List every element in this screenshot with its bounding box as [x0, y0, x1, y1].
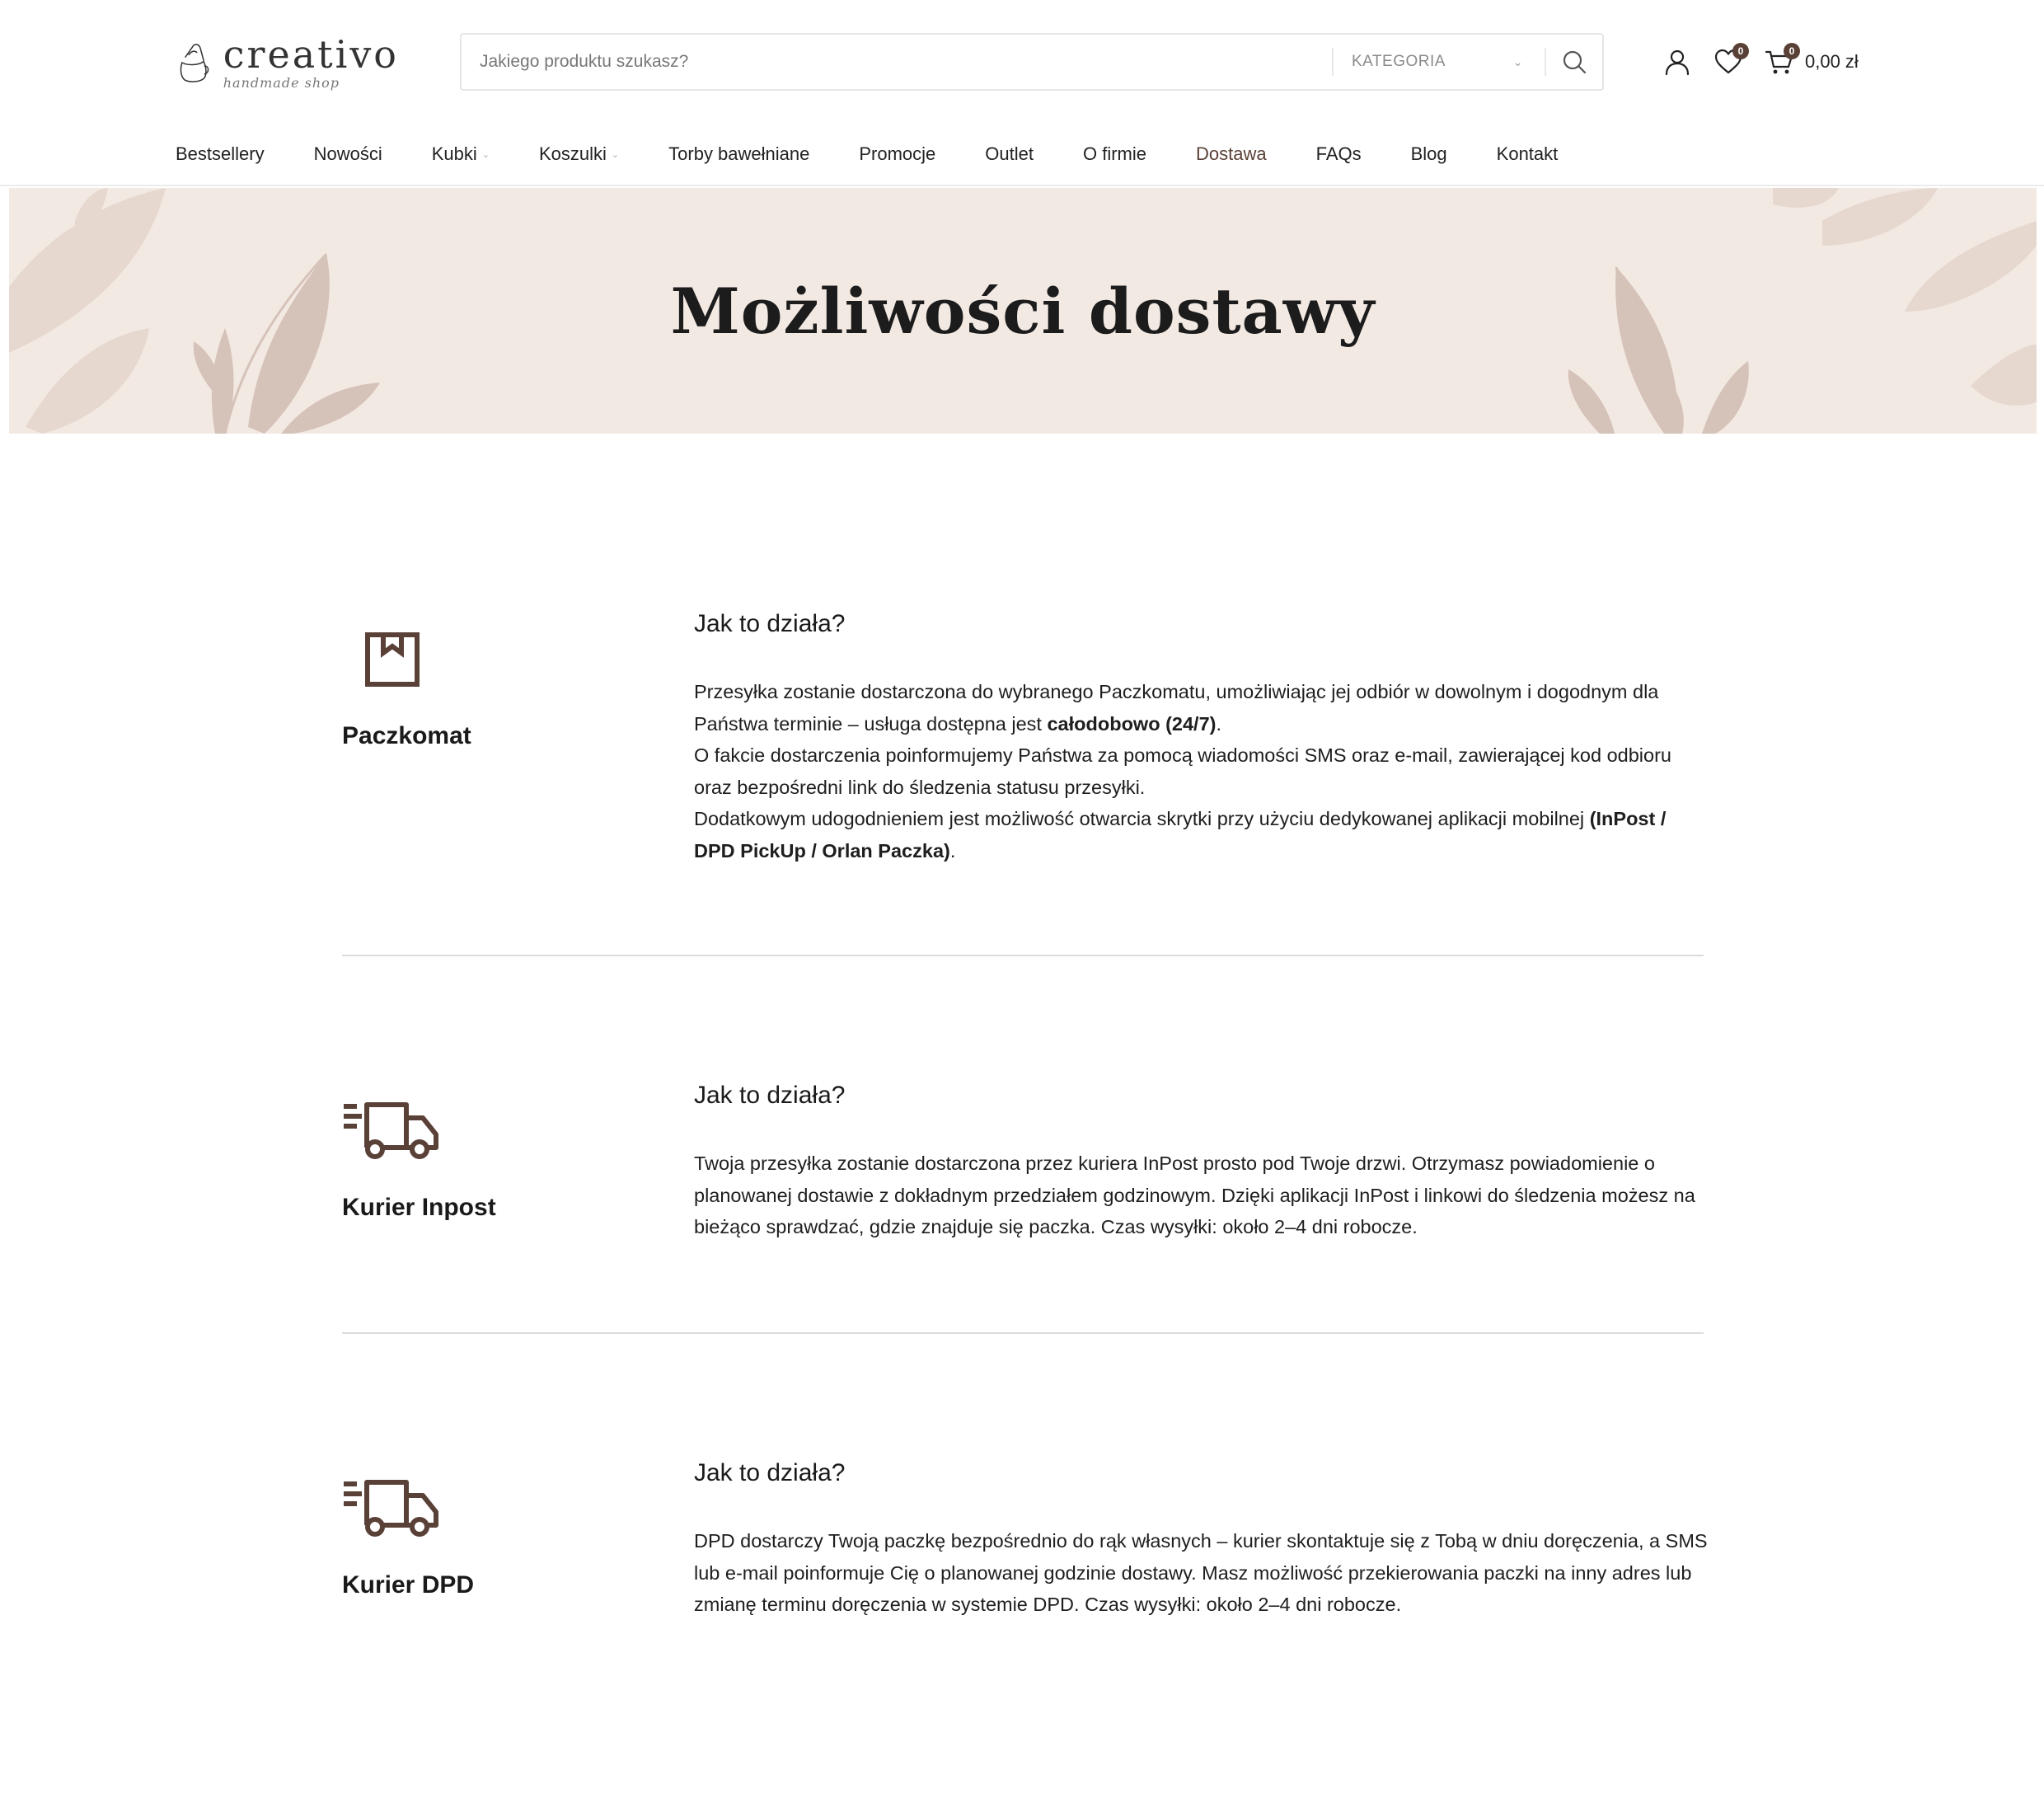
nav-label: Outlet — [985, 143, 1034, 164]
search-icon — [1561, 49, 1587, 75]
text-run: . — [949, 839, 956, 862]
chevron-down-icon: ⌄ — [1512, 54, 1523, 68]
service-description: DPD dostarczy Twoją paczkę bezpośrednio do rąk własnych – kurier skontaktuje się z Tobą w dniu doręczenia, a SMS lub e-mail poinformuje Cię o planowanej godzinie dostawy. Masz możliwość przekierowania paczki na inny adres lub zmianę terminu doręczenia w systemie DPD. Czas wysyłki: około 2–4 dni robocze. — [694, 1530, 1708, 1615]
category-select[interactable] — [1332, 48, 1545, 76]
service-heading: Jak to działa? — [694, 610, 846, 637]
nav-label: Nowości — [313, 143, 382, 164]
nav-label: Torby bawełniane — [668, 143, 810, 164]
wishlist-button[interactable] — [1708, 41, 1749, 82]
nav-item-outlet[interactable] — [985, 143, 1034, 165]
text-run: . — [1216, 712, 1222, 735]
service-heading: Jak to działa? — [694, 1082, 846, 1109]
text-run-bold: (InPost / DPD PickUp / Orlan Paczka) — [694, 808, 1667, 862]
description-paragraph — [694, 676, 1708, 739]
nav-item-faqs[interactable] — [1316, 143, 1362, 165]
wishlist-count-badge: 0 — [1732, 43, 1749, 59]
search-input[interactable] — [462, 35, 1332, 89]
nav-label: Promocje — [859, 143, 936, 164]
search-button[interactable] — [1545, 48, 1602, 76]
delivery-truck-icon — [342, 1098, 449, 1164]
nav-item-kubki[interactable] — [432, 143, 490, 165]
user-icon — [1662, 47, 1692, 77]
nav-item-koszulki[interactable] — [539, 143, 619, 165]
chevron-down-icon: ⌄ — [481, 149, 490, 160]
page-hero — [9, 188, 2037, 434]
nav-item-blog[interactable] — [1411, 143, 1447, 165]
nav-label: Kontakt — [1496, 143, 1559, 164]
page-title: Możliwości dostawy — [670, 274, 1376, 348]
text-run: Przesyłka zostanie dostarczona do wybranego Paczkomatu, umożliwiając jej odbiór w dowolnym i dogodnym dla Państwa terminie – usługa dostępna jest — [694, 681, 1659, 735]
category-select-label: KATEGORIA — [1352, 53, 1446, 70]
nav-label: Blog — [1410, 143, 1447, 164]
nav-item-dostawa[interactable] — [1196, 143, 1267, 165]
cart-total[interactable]: 0,00 zł — [1805, 51, 1859, 72]
nav-label: Kubki — [431, 143, 477, 164]
site-header — [0, 0, 2044, 186]
parcel-box-icon — [342, 630, 449, 696]
service-kurier-inpost — [342, 1082, 1704, 1247]
service-description: Twoja przesyłka zostanie dostarczona przez kuriera InPost prosto pod Twoje drzwi. Otrzymasz powiadomienie o planowanej dostawie z dokładnym przedziałem godzinowym. Dzięki aplikacji InPost i linkowi do śledzenia możesz na bieżąco sprawdzać, gdzie znajduje się paczka. Czas wysyłki: około 2–4 dni robocze. — [694, 1153, 1695, 1237]
service-kurier-dpd — [342, 1459, 1708, 1624]
search-bar — [460, 33, 1604, 91]
service-name: Paczkomat — [342, 722, 471, 749]
nav-label: Koszulki — [539, 143, 607, 164]
text-run: Dodatkowym udogodnieniem jest możliwość otwarcia skrytki przy użyciu dedykowanej aplikacji mobilnej — [694, 808, 1590, 829]
cart-count-badge: 0 — [1784, 43, 1800, 59]
nav-label: Bestsellery — [176, 143, 265, 164]
brand-tagline: handmade shop — [223, 74, 340, 91]
chevron-down-icon: ⌄ — [611, 149, 620, 160]
section-divider — [342, 1332, 1704, 1334]
service-description — [694, 676, 1708, 866]
nav-item-promocje[interactable] — [859, 143, 935, 165]
account-button[interactable] — [1657, 41, 1698, 82]
main-nav — [176, 140, 1558, 168]
nav-label: FAQs — [1315, 143, 1362, 164]
description-paragraph: O fakcie dostarczenia poinformujemy Państwa za pomocą wiadomości SMS oraz e-mail, zawierającej kod odbioru oraz bezpośredni link do śledzenia statusu przesyłki. — [694, 744, 1671, 798]
section-divider — [342, 955, 1704, 956]
site-logo[interactable] — [176, 30, 399, 96]
text-run-bold: całodobowo (24/7) — [1047, 712, 1217, 735]
header-icons — [1657, 41, 1859, 82]
service-heading: Jak to działa? — [694, 1459, 846, 1486]
nav-label: O firmie — [1083, 143, 1146, 164]
delivery-truck-icon — [342, 1476, 449, 1542]
description-paragraph — [694, 803, 1708, 866]
nav-item-nowosci[interactable] — [314, 143, 382, 165]
service-name: Kurier Inpost — [342, 1194, 496, 1221]
nav-item-bestsellery[interactable] — [176, 143, 265, 165]
nav-item-o-firmie[interactable] — [1083, 143, 1146, 165]
service-paczkomat — [342, 610, 1704, 890]
cart-button[interactable] — [1759, 41, 1800, 82]
brand-name: creativo — [223, 31, 399, 77]
nav-label: Dostawa — [1196, 143, 1267, 164]
nav-item-kontakt[interactable] — [1497, 143, 1559, 165]
service-name: Kurier DPD — [342, 1571, 475, 1599]
nav-item-torby[interactable] — [668, 143, 809, 165]
mug-logo-icon — [176, 31, 212, 94]
